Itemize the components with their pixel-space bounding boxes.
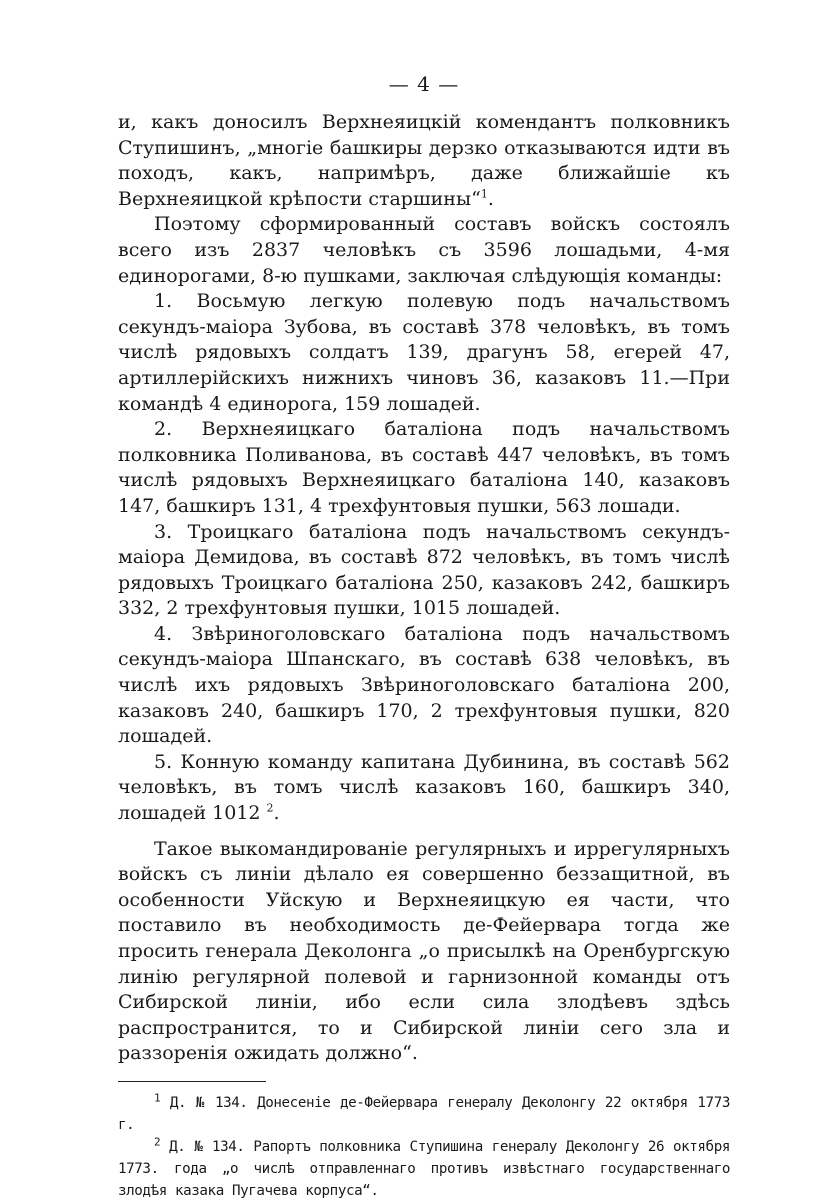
footnote-1 [118, 1092, 730, 1136]
page [118, 72, 730, 1202]
paragraph-command-1 [118, 289, 730, 417]
paragraph-text: 1. Восьмую легкую полевую подъ начальствомъ секундъ-маіора Зубова, въ составѣ 378 человѣкъ, въ томъ числѣ рядовыхъ солдатъ 139, драгунъ 58, егерей 47, артиллерійскихъ нижнихъ чиновъ 36, казаковъ 11.—При командѣ 4 единорога, 159 лошадей. [118, 290, 730, 415]
footnote-marker: 1 [154, 1091, 161, 1105]
paragraph-text: 5. Конную команду капитана Дубинина, въ составѣ 562 человѣкъ, въ томъ числѣ казаковъ 160, башкиръ 340, лошадей 1012 [118, 750, 730, 825]
footnote-text: Д. № 134. Донесеніе де-Фейервара генералу Деколонгу 22 октября 1773 г. [118, 1094, 730, 1133]
footnote-ref: 2 [266, 801, 274, 815]
body-text [118, 110, 730, 1067]
paragraph-text: Поэтому сформированный составъ войскъ состоялъ всего изъ 2837 человѣкъ съ 3596 лошадьми, 4-мя единорогами, 8-ю пушками, заключая слѣдующія команды: [118, 213, 730, 287]
paragraph-continuation: и, какъ доносилъ Верхнеяицкій комендантъ полковникъ Ступишинъ, „многіе башкиры дерзко отказываются идти въ походъ, какъ, напримѣръ, даже ближайшіе къ Верхнеяицкой крѣпости старшины“$^1$. [118, 111, 730, 210]
paragraph-text: 3. Троицкаго баталіона подъ начальствомъ секундъ-маіора Демидова, въ составѣ 872 человѣкъ, въ томъ числѣ рядовыхъ Троицкаго баталіона 250, казаковъ 242, башкиръ 332, 2 трехфунтовыя пушки, 1015 лошадей. [118, 520, 730, 620]
paragraph-conclusion [118, 837, 730, 1067]
paragraph-command-3 [118, 520, 730, 622]
footnote-2 [118, 1136, 730, 1202]
paragraph-command-2 [118, 417, 730, 519]
paragraph-command-4 [118, 622, 730, 750]
paragraph-text: 2. Верхнеяицкаго баталіона подъ начальствомъ полковника Поливанова, въ составѣ 447 человѣкъ, въ томъ числѣ рядовыхъ Верхнеяицкаго баталіона 140, казаковъ 147, башкиръ 131, 4 трехфунтовыя пушки, 563 лошади. [118, 418, 730, 517]
paragraph-forces-summary [118, 212, 730, 289]
paragraph-text: и, какъ доносилъ Верхнеяицкій комендантъ полковникъ Ступишинъ, „многіе башкиры дерзко отказываются идти въ походъ, какъ, напримѣръ, даже ближайшіе къ Верхнеяицкой крѣпости старшины“ [118, 111, 730, 210]
paragraph-text: Такое выкомандированіе регулярныхъ и иррегулярныхъ войскъ съ линіи дѣлало ея совершенно беззащитной, въ особенности Уйскую и Верхнеяицкую ея части, что поставило въ необходимость де-Фейервара тогда же просить генерала Деколонга „о присылкѣ на Оренбургскую линію регулярной полевой и гарнизонной команды отъ Сибирской линіи, ибо если сила злодѣевъ здѣсь распространится, то и Сибирской линіи сего зла и раззоренія ожидать должно“. [118, 837, 730, 1065]
footnote-ref: 1 [480, 187, 488, 201]
paragraph-command-5: 5. Конную команду капитана Дубинина, въ составѣ 562 человѣкъ, въ томъ числѣ казаковъ 160, башкиръ 340, лошадей 1012 $^2$. [118, 750, 730, 825]
page-number: — 4 — [388, 72, 460, 96]
footnote-text: Д. № 134. Рапортъ полковника Ступишина генералу Деколонгу 26 октября 1773. года „о числѣ отправленнаго противъ извѣстнаго государственнаго злодѣя казака Пугачева корпуса“. [118, 1138, 730, 1199]
footnote-marker: 2 [154, 1135, 161, 1149]
paragraph-text: 4. Звѣриноголовскаго баталіона подъ начальствомъ секундъ-маіора Шпанскаго, въ составѣ 638 человѣкъ, въ числѣ ихъ рядовыхъ Звѣриноголовскаго баталіона 200, казаковъ 240, башкиръ 170, 2 трехфунтовыя пушки, 820 лошадей. [118, 622, 730, 748]
footnote-divider [118, 1081, 266, 1082]
